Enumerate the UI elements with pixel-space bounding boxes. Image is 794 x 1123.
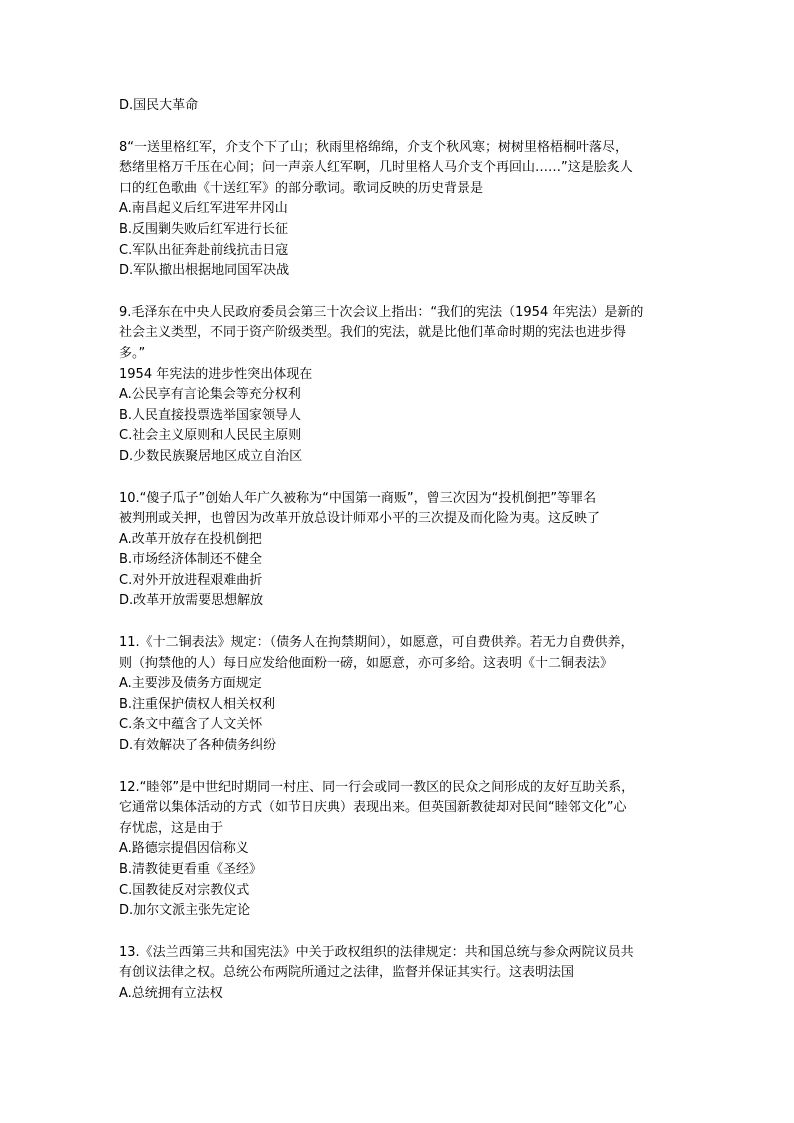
question-8-option-a: A.南昌起义后红军进军井冈山 bbox=[119, 201, 288, 217]
question-10-stem-line-1: 10.“傻子瓜子”创始人年广久被称为“中国第一商贩”，曾三次因为“投机倒把”等罪名 bbox=[119, 490, 597, 506]
question-12 bbox=[119, 778, 681, 922]
question-11 bbox=[119, 633, 681, 757]
question-13-stem-line-2: 有创议法律之权。总统公布两院所通过之法律，监督并保证其实行。这表明法国 bbox=[119, 965, 575, 981]
question-9-stem-line-4: 1954 年宪法的进步性突出体现在 bbox=[119, 366, 313, 382]
question-11-option-c: C.条文中蕴含了人文关怀 bbox=[119, 717, 263, 733]
question-9-option-d: D.少数民族聚居地区成立自治区 bbox=[119, 448, 303, 464]
spacer bbox=[119, 612, 681, 633]
question-9-option-c: C.社会主义原则和人民民主原则 bbox=[119, 428, 302, 444]
question-9-option-a: A.公民享有言论集会等充分权利 bbox=[119, 387, 301, 403]
question-12-stem-line-1: 12.“睦邻”是中世纪时期同一村庄、同一行会或同一教区的民众之间形成的友好互助关系， bbox=[119, 779, 635, 795]
exam-content bbox=[119, 96, 681, 1005]
question-12-stem-line-3: 存忧虑，这是由于 bbox=[119, 820, 224, 836]
question-8 bbox=[119, 138, 681, 282]
question-10-option-a: A.改革开放存在投机倒把 bbox=[119, 531, 262, 547]
question-9-stem-line-1: 9.毛泽东在中央人民政府委员会第三十次会议上指出：“我们的宪法（1954 年宪法）是新的 bbox=[119, 304, 644, 320]
question-13 bbox=[119, 943, 681, 1005]
spacer bbox=[119, 922, 681, 943]
question-10-option-c: C.对外开放进程艰难曲折 bbox=[119, 572, 263, 588]
question-8-stem-line-3: 口的红色歌曲《十送红军》的部分歌词。歌词反映的历史背景是 bbox=[119, 180, 484, 196]
question-10-option-b: B.市场经济体制还不健全 bbox=[119, 552, 263, 568]
question-8-option-d: D.军队撤出根据地同国军决战 bbox=[119, 263, 290, 279]
question-11-option-d: D.有效解决了各种债务纠纷 bbox=[119, 738, 277, 754]
question-13-stem-line-1: 13.《法兰西第三共和国宪法》中关于政权组织的法律规定：共和国总统与参众两院议员共 bbox=[119, 944, 634, 960]
question-7 bbox=[119, 96, 681, 117]
question-7-option-d: D.国民大革命 bbox=[119, 98, 199, 113]
question-10 bbox=[119, 489, 681, 613]
question-8-stem-line-1: 8“一送里格红军，介支个下了山；秋雨里格绵绵，介支个秋风寒；树树里格梧桐叶落尽， bbox=[119, 139, 629, 155]
question-10-stem-line-2: 被判刑或关押，也曾因为改革开放总设计师邓小平的三次提及而化险为夷。这反映了 bbox=[119, 511, 601, 527]
question-10-option-d: D.改革开放需要思想解放 bbox=[119, 593, 264, 609]
spacer bbox=[119, 117, 681, 138]
question-9-stem-line-2: 社会主义类型，不同于资产阶级类型。我们的宪法，就是比他们革命时期的宪法也进步得 bbox=[119, 325, 627, 341]
question-12-option-c: C.国教徒反对宗教仪式 bbox=[119, 882, 250, 898]
question-11-stem-line-1: 11.《十二铜表法》规定：（债务人在拘禁期间），如愿意，可自费供养。若无力自费供养， bbox=[119, 635, 634, 651]
question-8-option-c: C.军队出征奔赴前线抗击日寇 bbox=[119, 242, 289, 258]
question-9-stem-line-3: 多。” bbox=[119, 345, 146, 361]
question-11-option-a: A.主要涉及债务方面规定 bbox=[119, 676, 262, 692]
question-12-option-d: D.加尔文派主张先定论 bbox=[119, 903, 251, 919]
question-13-option-a: A.总统拥有立法权 bbox=[119, 985, 223, 1001]
question-11-option-b: B.注重保护债权人相关权利 bbox=[119, 696, 276, 712]
question-9 bbox=[119, 303, 681, 468]
question-11-stem-line-2: 则（拘禁他的人）每日应发给他面粉一磅，如愿意，亦可多给。这表明《十二铜表法》 bbox=[119, 655, 614, 671]
question-12-option-a: A.路德宗提倡因信称义 bbox=[119, 841, 249, 857]
question-12-stem-line-2: 它通常以集体活动的方式（如节日庆典）表现出来。但英国新教徒却对民间“睦邻文化”心 bbox=[119, 800, 627, 816]
question-8-option-b: B.反围剿失败后红军进行长征 bbox=[119, 221, 289, 237]
spacer bbox=[119, 468, 681, 489]
question-9-option-b: B.人民直接投票选举国家领导人 bbox=[119, 407, 302, 423]
question-12-option-b: B.清教徒更看重《圣经》 bbox=[119, 862, 263, 877]
spacer bbox=[119, 757, 681, 778]
question-8-stem-line-2: 愁绪里格万千压在心间；问一声亲人红军啊，几时里格人马介支个再回山……”这是脍炙人 bbox=[119, 160, 633, 176]
spacer bbox=[119, 282, 681, 303]
